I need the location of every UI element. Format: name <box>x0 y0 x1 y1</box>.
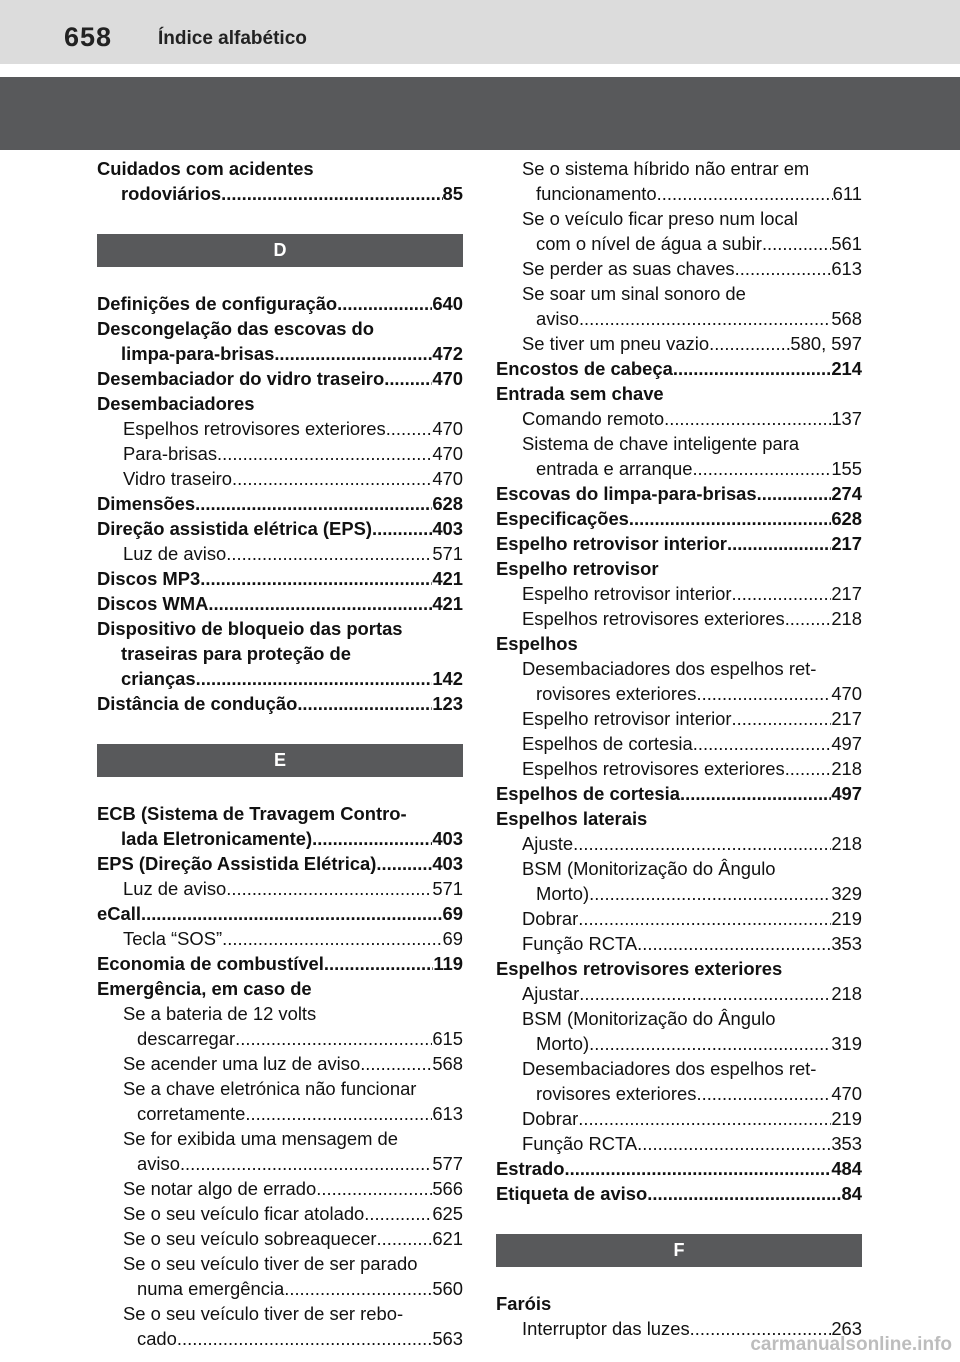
index-entry <box>496 281 862 306</box>
page-reference: 142 <box>432 668 463 689</box>
index-entry <box>496 356 862 381</box>
dot-leader <box>386 416 433 441</box>
entry-term: Distância de condução <box>97 693 298 714</box>
entry-term: Ajuste <box>522 833 574 854</box>
entry-term: Se perder as suas chaves <box>522 258 735 279</box>
dot-leader <box>785 606 832 631</box>
page-reference: 84 <box>841 1183 862 1204</box>
entry-term: numa emergência <box>137 1278 285 1299</box>
index-entry <box>97 616 463 641</box>
index-entry <box>496 906 862 931</box>
index-entry <box>97 1276 463 1301</box>
index-entry <box>496 381 862 406</box>
letter-heading: D <box>97 234 463 267</box>
entry-term: Dobrar <box>522 908 579 929</box>
page-reference: 219 <box>831 908 862 929</box>
letter-heading: E <box>97 744 463 777</box>
entry-term: Luz de aviso <box>123 543 227 564</box>
index-entry <box>496 1291 862 1316</box>
page-reference: 421 <box>432 568 463 589</box>
index-entry <box>496 1056 862 1081</box>
entry-term: funcionamento <box>536 183 657 204</box>
page-reference: 218 <box>831 983 862 1004</box>
dot-leader <box>692 456 831 481</box>
page-reference: 403 <box>432 828 463 849</box>
index-entry <box>496 606 862 631</box>
page-reference: 274 <box>831 483 862 504</box>
index-entry <box>496 731 862 756</box>
page-reference: 563 <box>432 1328 463 1349</box>
page-reference: 119 <box>433 953 463 974</box>
entry-term: Emergência, em caso de <box>97 978 312 999</box>
dot-leader <box>372 516 432 541</box>
dot-leader <box>647 1181 841 1206</box>
page-reference: 560 <box>432 1278 463 1299</box>
entry-term: ECB (Sistema de Travagem Contro- <box>97 803 407 824</box>
index-entry <box>97 851 463 876</box>
entry-term: Se notar algo de errado <box>123 1178 317 1199</box>
entry-term: Cuidados com acidentes <box>97 158 314 179</box>
entry-term: Se a chave eletrónica não funcionar <box>123 1078 417 1099</box>
entry-term: BSM (Monitorização do Ângulo <box>522 858 776 879</box>
page-reference: 137 <box>831 408 862 429</box>
page-reference: 218 <box>831 758 862 779</box>
page-reference: 403 <box>432 518 463 539</box>
entry-term: rovisores exteriores <box>536 1083 697 1104</box>
index-entry <box>496 1031 862 1056</box>
index-entry <box>97 541 463 566</box>
page-reference: 611 <box>832 183 862 204</box>
index-entry <box>97 1151 463 1176</box>
index-entry <box>496 1181 862 1206</box>
index-entry <box>496 531 862 556</box>
dot-leader <box>573 831 831 856</box>
entry-term: Etiqueta de aviso <box>496 1183 648 1204</box>
dot-leader <box>245 1101 432 1126</box>
dot-leader <box>376 851 432 876</box>
index-entry <box>97 516 463 541</box>
index-entry <box>496 256 862 281</box>
index-entry <box>496 781 862 806</box>
page-reference: 628 <box>432 493 463 514</box>
page-reference: 615 <box>432 1028 463 1049</box>
dot-leader <box>226 876 432 901</box>
page-reference: 319 <box>831 1033 862 1054</box>
index-entry <box>97 1126 463 1151</box>
entry-term: Dispositivo de bloqueio das portas <box>97 618 403 639</box>
page-reference: 155 <box>831 458 862 479</box>
entry-term: Desembaciador do vidro traseiro <box>97 368 385 389</box>
index-entry <box>97 1001 463 1026</box>
index-entry <box>97 341 463 366</box>
page-reference: 353 <box>831 933 862 954</box>
index-entry <box>97 1051 463 1076</box>
entry-term: EPS (Direção Assistida Elétrica) <box>97 853 377 874</box>
index-entry <box>97 691 463 716</box>
dot-leader <box>141 901 443 926</box>
section-title: Índice alfabético <box>158 28 307 49</box>
index-entry <box>97 1201 463 1226</box>
page-number: 658 <box>64 22 113 52</box>
page-reference: 497 <box>831 733 862 754</box>
index-entry <box>496 231 862 256</box>
dot-leader <box>709 331 790 356</box>
index-entry <box>97 1076 463 1101</box>
dot-leader <box>377 1226 433 1251</box>
dot-leader <box>693 731 832 756</box>
page-reference: 217 <box>831 708 862 729</box>
dot-leader <box>673 356 831 381</box>
index-entry <box>496 1131 862 1156</box>
page-reference: 580, 597 <box>790 333 862 354</box>
entry-term: Espelhos de cortesia <box>496 783 680 804</box>
index-entry <box>496 956 862 981</box>
index-entry <box>496 481 862 506</box>
page-reference: 421 <box>432 593 463 614</box>
page-reference: 123 <box>432 693 463 714</box>
index-entry <box>97 1226 463 1251</box>
index-entry <box>97 1326 463 1351</box>
index-entry <box>97 391 463 416</box>
entry-term: Função RCTA <box>522 1133 638 1154</box>
page-reference: 625 <box>432 1203 463 1224</box>
index-entry <box>97 926 463 951</box>
page-reference: 577 <box>432 1153 463 1174</box>
index-entry <box>496 431 862 456</box>
page-reference: 470 <box>432 418 463 439</box>
dot-leader <box>196 666 433 691</box>
index-entry <box>97 181 463 206</box>
dot-leader <box>579 981 831 1006</box>
page-reference: 214 <box>831 358 862 379</box>
index-entry <box>496 181 862 206</box>
dot-leader <box>177 1326 432 1351</box>
entry-term: descarregar <box>137 1028 236 1049</box>
index-entry <box>496 856 862 881</box>
index-entry <box>496 556 862 581</box>
dot-leader <box>232 466 432 491</box>
dot-leader <box>364 1201 432 1226</box>
dot-leader <box>324 951 433 976</box>
page-reference: 640 <box>432 293 463 314</box>
entry-term: lada Eletronicamente) <box>121 828 313 849</box>
entry-term: limpa-para-brisas <box>121 343 275 364</box>
entry-term: corretamente <box>137 1103 246 1124</box>
index-entry <box>496 456 862 481</box>
dot-leader <box>195 491 432 516</box>
entry-term: Se acender uma luz de aviso <box>123 1053 361 1074</box>
dot-leader <box>735 256 832 281</box>
index-entry <box>97 951 463 976</box>
dot-leader <box>564 1156 831 1181</box>
dot-leader <box>732 581 832 606</box>
entry-term: Desembaciadores dos espelhos ret- <box>522 658 817 679</box>
entry-term: Espelhos <box>496 633 578 654</box>
entry-term: Faróis <box>496 1293 552 1314</box>
entry-term: Dimensões <box>97 493 196 514</box>
dot-leader <box>297 691 432 716</box>
index-entry <box>496 806 862 831</box>
page-header <box>0 0 960 64</box>
index-entry <box>97 826 463 851</box>
entry-term: rodoviários <box>121 183 222 204</box>
entry-term: Se o seu veículo tiver de ser rebo- <box>123 1303 404 1324</box>
dot-leader <box>316 1176 432 1201</box>
index-entry <box>97 1176 463 1201</box>
entry-term: Estrado <box>496 1158 565 1179</box>
dot-leader <box>312 826 432 851</box>
page-reference: 329 <box>831 883 862 904</box>
entry-term: Se o seu veículo tiver de ser parado <box>123 1253 418 1274</box>
dot-leader <box>785 756 832 781</box>
entry-term: Espelhos retrovisores exteriores <box>522 608 785 629</box>
index-entry <box>496 1156 862 1181</box>
index-entry <box>97 876 463 901</box>
entry-term: Se o seu veículo sobreaquecer <box>123 1228 377 1249</box>
entry-term: Se o veículo ficar preso num local <box>522 208 798 229</box>
dot-leader <box>360 1051 432 1076</box>
index-entry <box>496 406 862 431</box>
entry-term: Espelho retrovisor interior <box>496 533 727 554</box>
entry-term: entrada e arranque <box>536 458 693 479</box>
entry-term: Para-brisas <box>123 443 218 464</box>
page-reference: 561 <box>831 233 862 254</box>
index-entry <box>97 441 463 466</box>
letter-heading: F <box>496 1234 862 1267</box>
entry-term: Se for exibida uma mensagem de <box>123 1128 398 1149</box>
dot-leader <box>274 341 432 366</box>
entry-term: Especificações <box>496 508 629 529</box>
index-entry <box>496 206 862 231</box>
entry-term: aviso <box>536 308 579 329</box>
index-entry <box>97 666 463 691</box>
index-entry <box>97 566 463 591</box>
entry-term: Economia de combustível <box>97 953 324 974</box>
entry-term: Entrada sem chave <box>496 383 664 404</box>
dot-leader <box>727 531 831 556</box>
dot-leader <box>732 706 832 731</box>
header-band <box>0 77 960 150</box>
index-entry <box>97 641 463 666</box>
page-reference: 628 <box>831 508 862 529</box>
index-entry <box>97 316 463 341</box>
page-reference: 217 <box>831 583 862 604</box>
index-entry <box>496 831 862 856</box>
page-reference: 218 <box>831 608 862 629</box>
entry-term: Espelhos laterais <box>496 808 648 829</box>
entry-term: Vidro traseiro <box>123 468 233 489</box>
page-reference: 403 <box>432 853 463 874</box>
page-reference: 571 <box>432 543 463 564</box>
entry-term: Se o sistema híbrido não entrar em <box>522 158 810 179</box>
entry-term: Se a bateria de 12 volts <box>123 1003 317 1024</box>
dot-leader <box>222 926 442 951</box>
page-reference: 568 <box>432 1053 463 1074</box>
dot-leader <box>226 541 432 566</box>
page-reference: 218 <box>831 833 862 854</box>
dot-leader <box>578 906 831 931</box>
dot-leader <box>696 681 831 706</box>
entry-term: Se tiver um pneu vazio <box>522 333 710 354</box>
entry-term: com o nível de água a subir <box>536 233 762 254</box>
index-entry <box>496 331 862 356</box>
entry-term: Comando remoto <box>522 408 665 429</box>
entry-term: Desembaciadores dos espelhos ret- <box>522 1058 817 1079</box>
page-reference: 470 <box>432 443 463 464</box>
dot-leader <box>589 1031 831 1056</box>
page-reference: 219 <box>831 1108 862 1129</box>
entry-term: Tecla “SOS” <box>123 928 223 949</box>
dot-leader <box>696 1081 831 1106</box>
index-entry <box>496 656 862 681</box>
entry-term: Espelhos retrovisores exteriores <box>123 418 386 439</box>
dot-leader <box>384 366 432 391</box>
index-entry <box>97 466 463 491</box>
index-entry <box>97 156 463 181</box>
entry-term: Escovas do limpa-para-brisas <box>496 483 757 504</box>
page-reference: 571 <box>432 878 463 899</box>
index-entry <box>496 306 862 331</box>
index-entry <box>496 156 862 181</box>
entry-term: Espelhos de cortesia <box>522 733 693 754</box>
index-column-right <box>496 156 862 1341</box>
index-entry <box>97 291 463 316</box>
page-reference: 85 <box>442 183 463 204</box>
page-reference: 263 <box>831 1318 862 1339</box>
dot-leader <box>217 441 432 466</box>
index-entry <box>97 1301 463 1326</box>
entry-term: Encostos de cabeça <box>496 358 673 379</box>
index-entry <box>496 681 862 706</box>
index-entry <box>496 581 862 606</box>
page-reference: 470 <box>831 1083 862 1104</box>
dot-leader <box>657 181 833 206</box>
watermark: carmanualsonline.info <box>750 1334 952 1355</box>
dot-leader <box>578 1106 831 1131</box>
index-entry <box>496 981 862 1006</box>
dot-leader <box>221 181 442 206</box>
page-reference: 566 <box>432 1178 463 1199</box>
page-reference: 69 <box>442 928 463 949</box>
index-entry <box>496 631 862 656</box>
entry-term: Ajustar <box>522 983 580 1004</box>
entry-term: Morto) <box>536 1033 590 1054</box>
page-reference: 613 <box>432 1103 463 1124</box>
page-reference: 484 <box>831 1158 862 1179</box>
index-entry <box>97 1251 463 1276</box>
entry-term: Sistema de chave inteligente para <box>522 433 800 454</box>
dot-leader <box>664 406 831 431</box>
entry-term: Luz de aviso <box>123 878 227 899</box>
dot-leader <box>579 306 831 331</box>
index-entry <box>97 366 463 391</box>
dot-leader <box>757 481 832 506</box>
dot-leader <box>337 291 432 316</box>
entry-term: Direção assistida elétrica (EPS) <box>97 518 372 539</box>
dot-leader <box>629 506 831 531</box>
index-entry <box>496 506 862 531</box>
entry-term: BSM (Monitorização do Ângulo <box>522 1008 776 1029</box>
page-reference: 568 <box>831 308 862 329</box>
dot-leader <box>637 931 831 956</box>
entry-term: Interruptor das luzes <box>522 1318 690 1339</box>
page-reference: 69 <box>442 903 463 924</box>
page-reference: 497 <box>831 783 862 804</box>
page-reference: 217 <box>831 533 862 554</box>
entry-term: Espelho retrovisor <box>496 558 659 579</box>
entry-term: crianças <box>121 668 196 689</box>
entry-term: Morto) <box>536 883 590 904</box>
index-entry <box>496 1006 862 1031</box>
dot-leader <box>200 566 432 591</box>
index-entry <box>97 901 463 926</box>
entry-term: Função RCTA <box>522 933 638 954</box>
entry-term: Espelho retrovisor interior <box>522 583 732 604</box>
index-entry <box>496 1106 862 1131</box>
index-entry <box>496 931 862 956</box>
page-reference: 621 <box>432 1228 463 1249</box>
entry-term: Espelhos retrovisores exteriores <box>496 958 783 979</box>
page-reference: 470 <box>831 683 862 704</box>
entry-term: Espelho retrovisor interior <box>522 708 732 729</box>
dot-leader <box>180 1151 432 1176</box>
index-entry <box>496 756 862 781</box>
dot-leader <box>208 591 432 616</box>
page-reference: 470 <box>432 368 463 389</box>
entry-term: Dobrar <box>522 1108 579 1129</box>
dot-leader <box>589 881 831 906</box>
dot-leader <box>680 781 831 806</box>
page-reference: 472 <box>432 343 463 364</box>
entry-term: Espelhos retrovisores exteriores <box>522 758 785 779</box>
index-entry <box>97 591 463 616</box>
entry-term: rovisores exteriores <box>536 683 697 704</box>
index-entry <box>496 706 862 731</box>
index-column-left <box>97 156 463 1351</box>
entry-term: eCall <box>97 903 141 924</box>
index-entry <box>97 801 463 826</box>
entry-term: Descongelação das escovas do <box>97 318 375 339</box>
index-entry <box>97 491 463 516</box>
entry-term: traseiras para proteção de <box>121 643 351 664</box>
dot-leader <box>284 1276 432 1301</box>
entry-term: Discos MP3 <box>97 568 201 589</box>
index-entry <box>97 1101 463 1126</box>
entry-term: Se soar um sinal sonoro de <box>522 283 746 304</box>
dot-leader <box>637 1131 831 1156</box>
page-reference: 613 <box>831 258 862 279</box>
index-entry <box>97 1026 463 1051</box>
entry-term: Definições de configuração <box>97 293 338 314</box>
page-reference: 470 <box>432 468 463 489</box>
entry-term: cado <box>137 1328 177 1349</box>
entry-term: Desembaciadores <box>97 393 255 414</box>
dot-leader <box>762 231 831 256</box>
index-entry <box>496 881 862 906</box>
page-reference: 353 <box>831 1133 862 1154</box>
entry-term: Se o seu veículo ficar atolado <box>123 1203 365 1224</box>
dot-leader <box>235 1026 432 1051</box>
index-entry <box>97 416 463 441</box>
index-entry <box>97 976 463 1001</box>
index-entry <box>496 1081 862 1106</box>
entry-term: Discos WMA <box>97 593 209 614</box>
entry-term: aviso <box>137 1153 180 1174</box>
